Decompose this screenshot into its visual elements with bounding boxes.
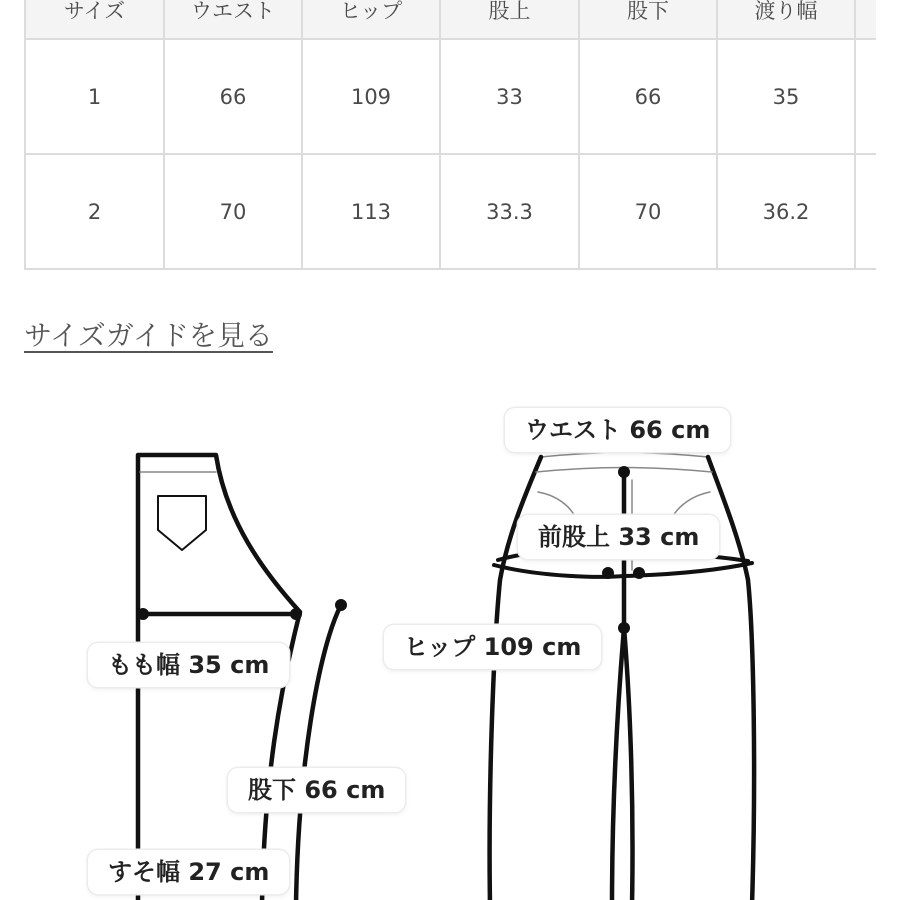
cell-waist: 66 — [164, 39, 302, 154]
thigh-dot-right — [290, 608, 302, 620]
cell-rise: 33 — [440, 39, 579, 154]
header-rise: 股上 — [440, 0, 579, 39]
waist-label: ウエスト 66 cm — [505, 408, 730, 452]
header-size: サイズ — [25, 0, 164, 39]
header-waist: ウエスト — [164, 0, 302, 39]
thigh-dot-left — [137, 608, 149, 620]
row-size: 1 — [25, 39, 164, 154]
inseam-measure-line — [296, 605, 341, 900]
cell-hip: 109 — [302, 39, 440, 154]
row-size: 2 — [25, 154, 164, 269]
hem-label: すそ幅 27 cm — [88, 850, 289, 894]
back-pocket — [158, 496, 206, 550]
inseam-label: 股下 66 cm — [228, 768, 405, 812]
size-guide-link[interactable]: サイズガイドを見る — [24, 319, 273, 352]
thigh-label: もも幅 35 cm — [88, 643, 289, 687]
header-thigh-width: 渡り幅 — [717, 0, 855, 39]
inseam-dot — [335, 599, 347, 611]
front-rise-label: 前股上 33 cm — [518, 515, 719, 559]
cell-inseam: 66 — [579, 39, 717, 154]
header-inseam: 股下 — [579, 0, 717, 39]
cell-hip: 113 — [302, 154, 440, 269]
hip-dot-left — [602, 567, 614, 579]
hip-label: ヒップ 109 cm — [384, 625, 601, 669]
crotch-dot — [618, 622, 630, 634]
cell-rise: 33.3 — [440, 154, 579, 269]
waist-dot — [618, 466, 630, 478]
cell-thigh-width: 35 — [717, 39, 855, 154]
cell-inseam: 70 — [579, 154, 717, 269]
hip-dot-right — [633, 567, 645, 579]
cell-thigh-width: 36.2 — [717, 154, 855, 269]
header-hip: ヒップ — [302, 0, 440, 39]
cell-waist: 70 — [164, 154, 302, 269]
